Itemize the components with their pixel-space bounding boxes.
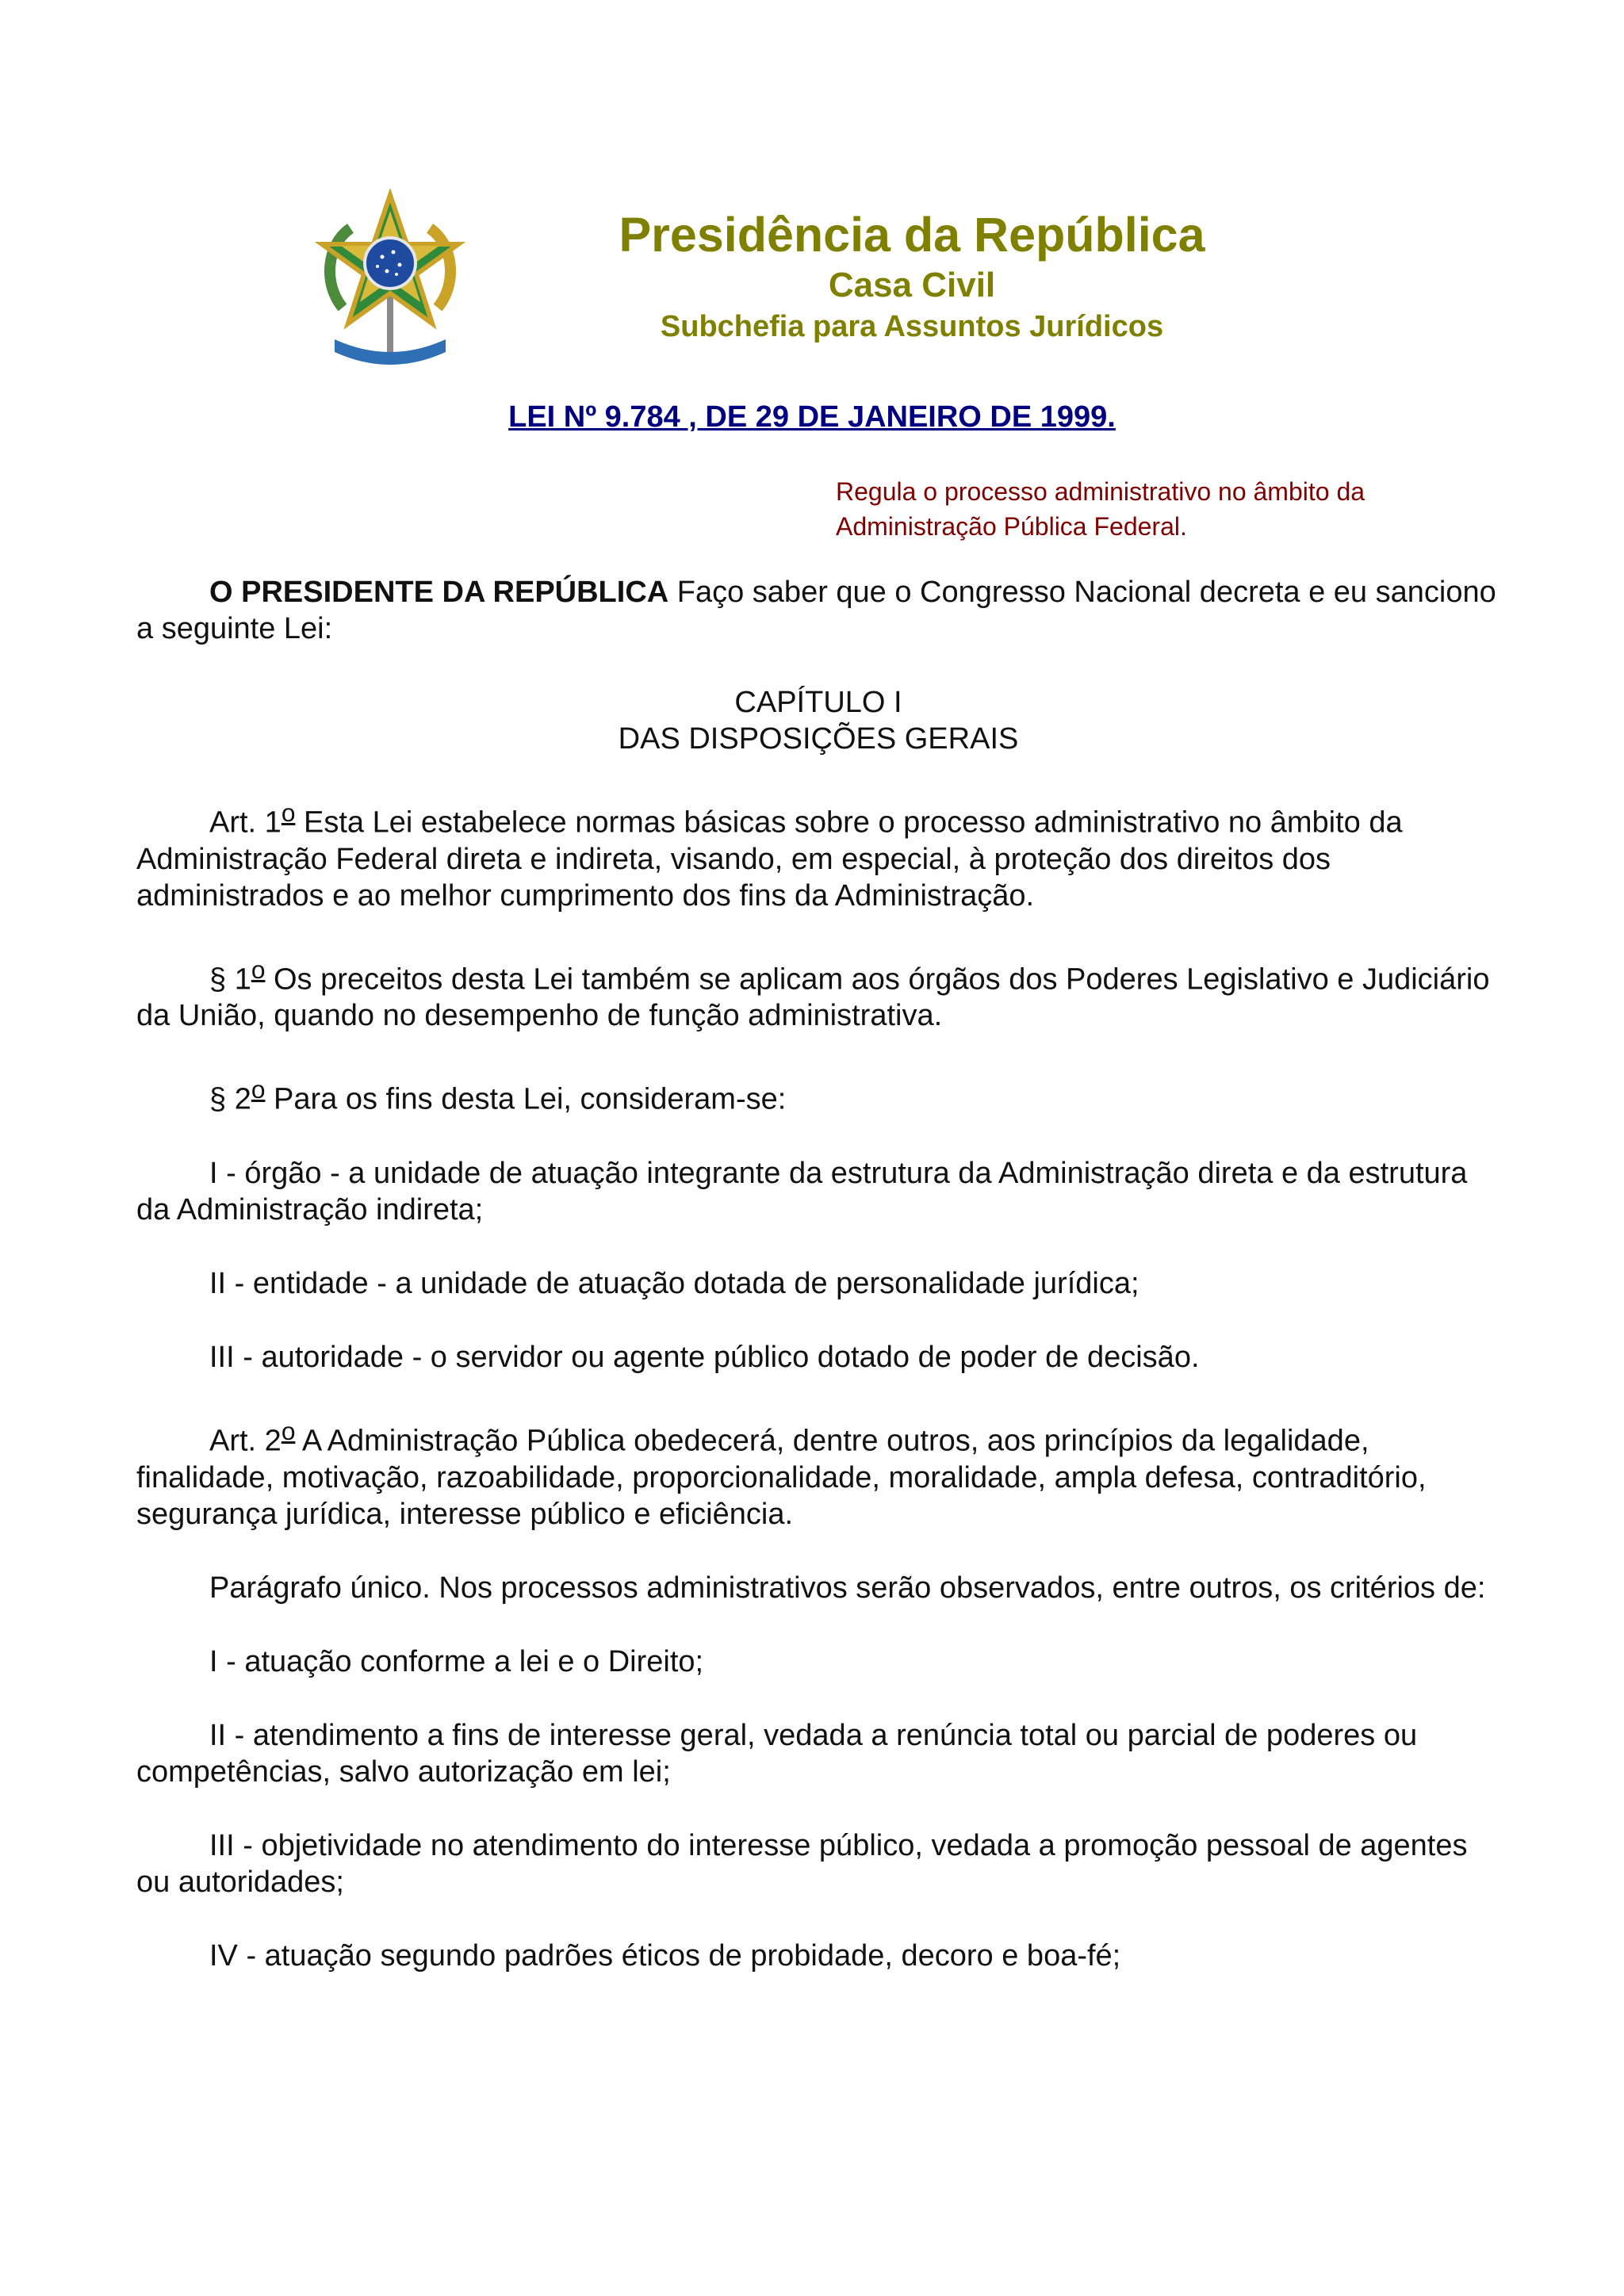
paragraph-2-label: § 2	[209, 1082, 251, 1116]
ordinal-marker: o	[281, 1416, 296, 1445]
paragraph-1-text: Os preceitos desta Lei também se aplicam aos órgãos dos Poderes Legislativo e Judiciário da União, quando no desempenho de função administrativa.	[136, 962, 1490, 1033]
header-department: Subchefia para Assuntos Jurídicos	[660, 310, 1164, 343]
law-body	[136, 574, 1500, 2011]
chapter-subtitle: DAS DISPOSIÇÕES GERAIS	[618, 722, 1019, 756]
inciso-1: I - órgão - a unidade de atuação integrante da estrutura da Administração direta e da estrutura da Administração indireta;	[136, 1156, 1468, 1226]
ementa-line-2: Administração Pública Federal.	[836, 512, 1187, 541]
header	[555, 205, 1269, 347]
criterio-4: IV - atuação segundo padrões éticos de probidade, decoro e boa-fé;	[209, 1938, 1121, 1973]
preamble-bold: O PRESIDENTE DA REPÚBLICA	[209, 576, 669, 609]
blue-disc	[365, 238, 416, 289]
ordinal-marker: o	[251, 1075, 266, 1104]
criterio-2: II - atendimento a fins de interesse geral, vedada a renúncia total ou parcial de poderes ou competências, salvo autorização em lei;	[136, 1718, 1418, 1789]
criterio-3: III - objetividade no atendimento do interesse público, vedada a promoção pessoal de agentes ou autoridades;	[136, 1828, 1468, 1899]
article-2	[136, 1413, 1500, 1533]
paragraph-1-label: § 1	[209, 962, 251, 997]
header-subtitle: Casa Civil	[828, 266, 996, 304]
ordinal-marker: o	[251, 955, 266, 984]
paragraph-2	[136, 1071, 1500, 1118]
article-2-label: Art. 2	[209, 1424, 282, 1458]
article-1-text: Esta Lei estabelece normas básicas sobre o processo administrativo no âmbito da Administração Federal direta e indireta, visando, em especial, à proteção dos direitos dos administrados e ao melhor cumprimento dos fins da Administração.	[136, 806, 1403, 913]
paragraph-1	[136, 951, 1500, 1035]
ementa	[836, 474, 1470, 544]
paragrafo-unico: Parágrafo único. Nos processos administrativos serão observados, entre outros, os critérios de:	[209, 1571, 1486, 1605]
article-2-text: A Administração Pública obedecerá, dentre outros, aos princípios da legalidade, finalidade, motivação, razoabilidade, proporcionalidade, moralidade, ampla defesa, contraditório, segurança jurídica, interesse público e eficiência.	[136, 1424, 1427, 1531]
coat-of-arms-emblem	[311, 189, 469, 369]
inciso-3: III - autoridade - o servidor ou agente público dotado de poder de decisão.	[209, 1340, 1200, 1374]
header-title: Presidência da República	[619, 208, 1205, 262]
chapter-heading	[136, 684, 1500, 757]
preamble	[136, 574, 1500, 647]
paragraph-2-text: Para os fins desta Lei, consideram-se:	[265, 1082, 787, 1116]
wreath-right	[430, 228, 450, 308]
article-1	[136, 794, 1500, 914]
ordinal-marker: o	[281, 798, 296, 827]
article-1-label: Art. 1	[209, 806, 282, 840]
ementa-line-1: Regula o processo administrativo no âmbito da	[836, 477, 1365, 506]
law-title-link[interactable]: LEI Nº 9.784 , DE 29 DE JANEIRO DE 1999.	[508, 400, 1116, 434]
wreath-left	[330, 228, 350, 308]
preamble-text: Faço saber que o Congresso Nacional decreta e eu sanciono a seguinte Lei:	[136, 576, 1496, 645]
chapter-title: CAPÍTULO I	[734, 686, 902, 719]
inciso-2: II - entidade - a unidade de atuação dotada de personalidade jurídica;	[209, 1266, 1139, 1300]
criterio-1: I - atuação conforme a lei e o Direito;	[209, 1644, 704, 1678]
